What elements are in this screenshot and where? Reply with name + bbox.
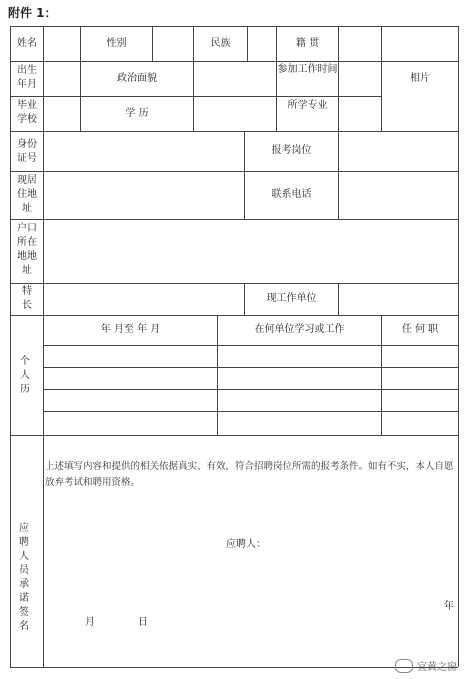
applied-position-label: 报考岗位 bbox=[271, 145, 312, 156]
gender-label: 性别 bbox=[106, 38, 127, 49]
work-start-date-label: 参加工作时间 bbox=[277, 64, 338, 75]
id-number-label: 身份证号 bbox=[17, 139, 37, 164]
photo-label: 相片 bbox=[410, 73, 430, 84]
specialty-label: 特长 bbox=[22, 286, 32, 311]
resume-duty-header: 任 何 职 bbox=[401, 324, 439, 335]
current-address-label: 现居住地址 bbox=[17, 175, 37, 214]
hukou-address-label: 户口所在地地址 bbox=[17, 223, 37, 276]
birth-date-label: 出生年月 bbox=[17, 65, 37, 90]
education-label: 学 历 bbox=[125, 108, 149, 119]
ethnicity-label: 民族 bbox=[210, 38, 231, 49]
resume-label: 个人历 bbox=[20, 356, 30, 395]
political-status-label: 政治面貌 bbox=[117, 73, 157, 84]
pledge-day-label: 日 bbox=[138, 617, 148, 628]
pledge-statement: 上述填写内容和提供的相关依据真实、有效，符合招聘岗位所需的报考条件。如有不实，本人自愿放弃考试和聘用资格。 bbox=[45, 461, 454, 488]
applicant-signature-label: 应聘人： bbox=[226, 539, 266, 550]
watermark bbox=[395, 658, 457, 673]
wechat-icon bbox=[395, 659, 413, 673]
pledge-month-label: 月 bbox=[85, 617, 95, 628]
resume-unit-header: 在何单位学习或工作 bbox=[254, 324, 345, 335]
name-label: 姓名 bbox=[17, 38, 37, 49]
pledge-signature-label: 应聘人员承诺签名 bbox=[19, 523, 29, 632]
graduation-school-label: 毕业学校 bbox=[17, 100, 37, 125]
major-label: 所学专业 bbox=[287, 100, 328, 111]
current-employer-label: 现工作单位 bbox=[266, 293, 317, 304]
resume-period-header: 年 月至 年 月 bbox=[100, 324, 161, 335]
watermark-text: 宜黄之窗 bbox=[417, 662, 457, 673]
attachment-title: 附件 1： bbox=[8, 6, 57, 20]
pledge-year-label: 年 bbox=[444, 601, 454, 612]
native-place-label: 籍 贯 bbox=[295, 38, 320, 49]
phone-label: 联系电话 bbox=[271, 189, 312, 200]
